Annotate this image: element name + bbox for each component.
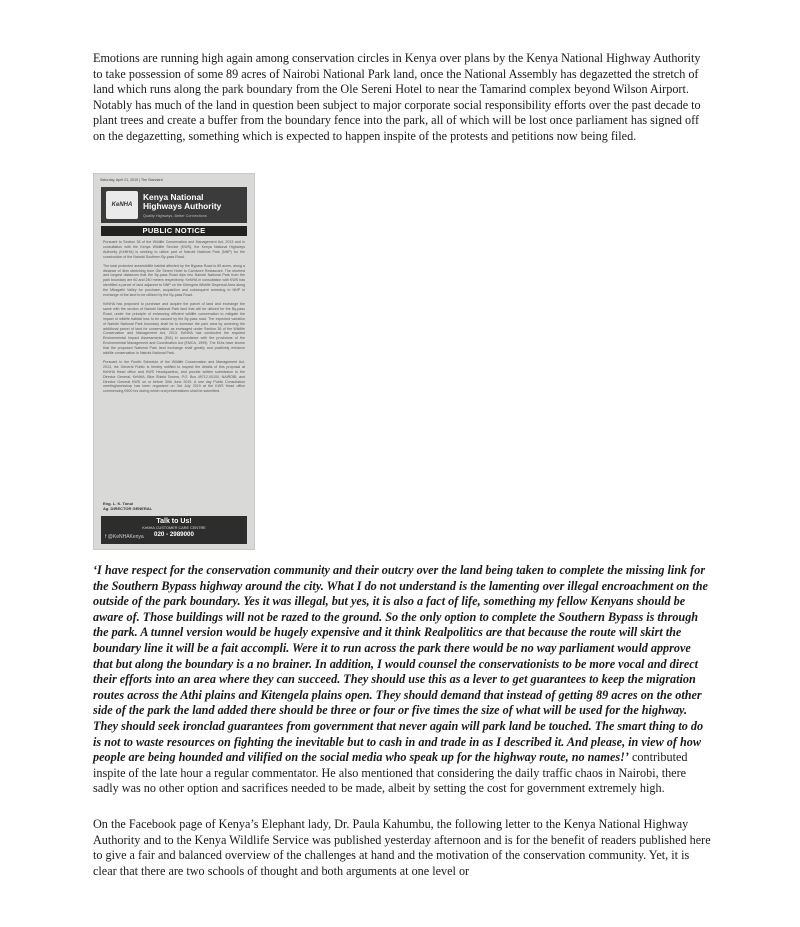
- clipping-paragraph: Pursuant to the Fourth Schedule of the Wildlife Conservation and Management Act, 2013, the General Public is hereby notified to inspect the details of this proposal at KeNHA Head office and KWS Headquarters, and provide written submission to the Director General, KeNHA, Blue Shield Towers, P.O. Box 49712-00100, NAIROBI, and Director General KWS on or before 30th June 2019. A one day Public Consultation meeting/workshop has been organized on 3rd July 2019 at the KWS Head office commencing 0900 hrs during which oral presentations shall be submitted.: [103, 359, 245, 394]
- quote-attribution: contributed inspite of the late hour a regular commentator. He also mentioned that considering the daily traffic chaos in Nairobi, there sadly was no other option and sacrifices needed to be made, albeit by setting the cost for government extremely high.: [93, 750, 688, 796]
- newspaper-clipping-image: [93, 173, 255, 550]
- clipping-org-name: Kenya National Highways Authority: [143, 192, 222, 211]
- closing-paragraph: On the Facebook page of Kenya’s Elephant lady, Dr. Paula Kahumbu, the following letter to the Kenya National Highway Authority and to the Kenya Wildlife Service was published yesterday afternoon and is for the benefit of readers published here to give a fair and balanced overview of the challenges at hand and the motivation of the conservation community. Yet, it is clear that there are two schools of thought and both arguments at one level or: [93, 817, 711, 878]
- clipping-signatory-title: Ag. DIRECTOR GENERAL: [103, 506, 153, 511]
- kenha-logo: KeNHA: [106, 191, 138, 219]
- clipping-dateline: Saturday, April 21, 2019 | The Standard: [100, 178, 163, 182]
- quote-text: ‘I have respect for the conservation community and their outcry over the land being taken to complete the missing link for the Southern Bypass highway around the city. What I do not understand is the lamenting over illegal encroachment on the outside of the park boundary. Yes it was illegal, but yes, it is also a fact of life, something my fellow Kenyans should be aware of. Those buildings will not be razed to the ground. So the only option to complete the Southern Bypass is through the park. A tunnel version would be hugely expensive and it think Realpolitics are that because the route will skirt the boundary line it will be a fait accompli. Were it to run across the park there would be no way parliament would approve that but along the boundary is a no brainer. In addition, I would counsel the conservationists to be more vocal and direct their efforts into an area where they can succeed. They should use this as a lever to get guarantees to keep the migration routes across the Athi plains and Kitengela plains open. They should demand that instead of getting 89 acres on the other side of the park the land added there should be three or four or five times the size of what will be used for the highway. They should seek ironclad guarantees from government that never again will park land be touched. The smart thing to do is not to waste resources on fighting the inevitable but to cash in and trade in as I described it. And please, in view of how people are being hounded and vilified on the social media who speak up for the highway route, no names!’: [93, 563, 708, 765]
- clipping-header: [101, 187, 247, 223]
- clipping-phone: 020 - 2989000: [154, 531, 194, 538]
- clipping-body: [103, 240, 245, 398]
- clipping-signature-block: [103, 501, 152, 511]
- clipping-paragraph: The total protected area/wildlife habitat affected by the Bypass Road is 89 acres, along a distance of 4km stretching from Ole Sereni Hotel to Carnivore Restaurant. The shortest and longest distances that the By-pass Road dips into Nairobi National Park from the park boundary are 60 and 240 meters respectively. KeNHA in consultation with KWS has identified a parcel of land adjacent to NNP on the Kitengela Wildlife Dispersal Area along the Mbagathi Valley for purchase, acquisition and subsequent annexing to NNP in exchange of the land to be utilized by the By-pass Road.: [103, 263, 245, 298]
- clipping-social-handle: f @KeNHAKenya: [105, 534, 144, 540]
- clipping-care-centre: KeNHA CUSTOMER CARE CENTRE: [142, 526, 206, 530]
- clipping-signatory: Eng. L. K. Tonui: [103, 501, 134, 506]
- clipping-footer: [101, 516, 247, 544]
- intro-paragraph: Emotions are running high again among conservation circles in Kenya over plans by the Kenya National Highway Authority to take possession of some 89 acres of Nairobi National Park land, once the National Assembly has degazetted the stretch of land which runs along the park boundary from the Ole Sereni Hotel to near the Tamarind complex beyond Wilson Airport. Notably has much of the land in question been subject to major corporate social responsibility efforts over the past decade to plant trees and create a buffer from the boundary fence into the park, all of which will be lost once parliament has signed off on the degazetting, something which is expected to happen inspite of the protests and petitions now being filed.: [93, 51, 701, 143]
- quote-paragraph: [93, 563, 713, 797]
- clipping-tagline: Quality Highways, Better Connections: [143, 214, 207, 218]
- clipping-notice-title: PUBLIC NOTICE: [101, 226, 247, 236]
- clipping-paragraph: KeNHA has proposed to purchase and acquire the parcel of land and exchange the same with the section of Nairobi National Park land that will be utilized for the By-pass Road, under the principle of enhancing efficient wildlife conservation to mitigate the impact of wildlife habitat loss to be caused by the By-pass road. The expected variation of Nairobi National Park boundary shall be to increase the park area by annexing the additional parcel of land for conservation as envisaged under Section 38 of the Wildlife Conservation and Management Act, 2013. KeNHA has conducted the required Environmental Impact Assessments (EIA) in accordance with the provisions of the Environmental Management and Coordination Act (EMCA, 1999). The EIAs have shown that the proposed National Park land exchange shall greatly and positively enhance wildlife conservation in Nairobi National Park.: [103, 301, 245, 356]
- clipping-paragraph: Pursuant to Section 38 of the Wildlife Conservation and Management Act, 2013 and in consultation with the Kenya Wildlife Service (KWS), the Kenya National Highways Authority (KeNHA) is seeking to utilize part of Nairobi National Park (NNP) for the construction of the Nairobi Southern By-pass Road.: [103, 240, 245, 259]
- clipping-footer-title: Talk to Us!: [156, 518, 192, 525]
